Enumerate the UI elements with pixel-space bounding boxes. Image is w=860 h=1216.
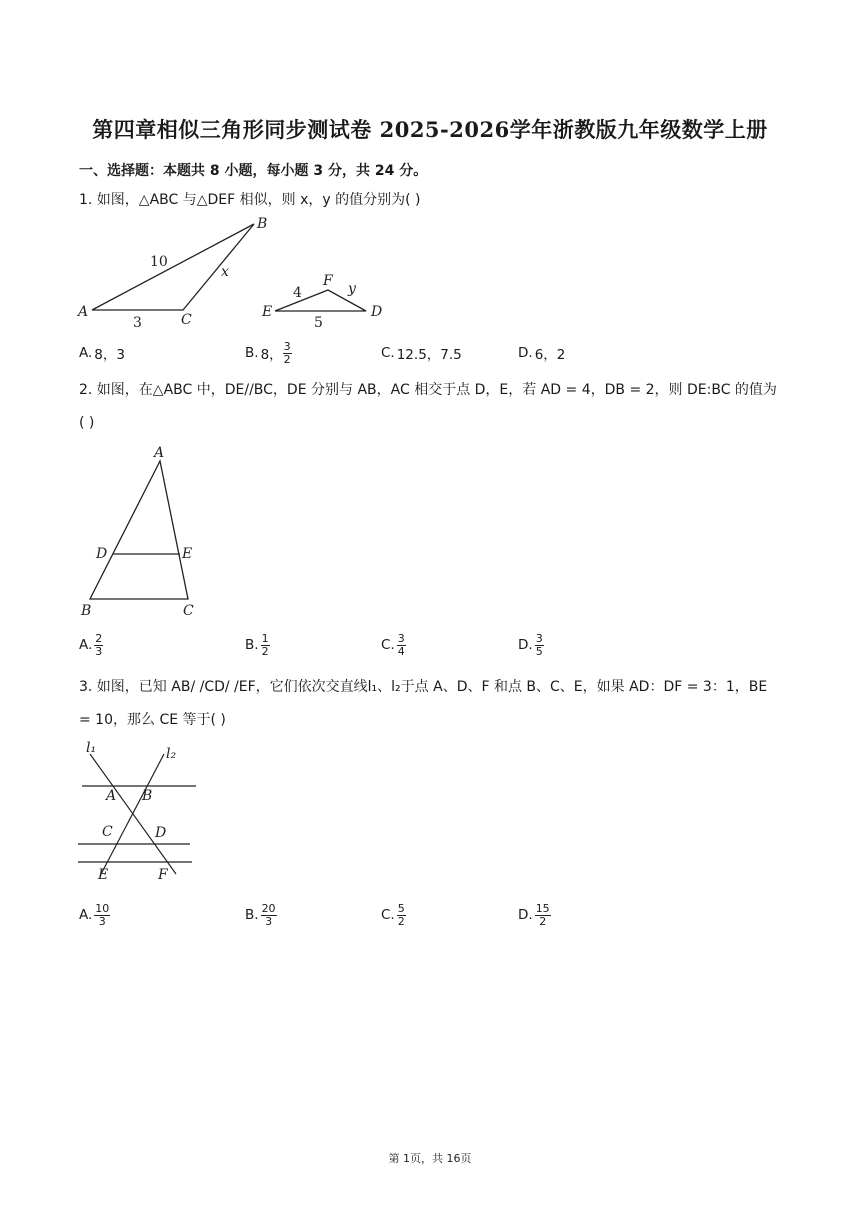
question-3-figure — [76, 740, 202, 882]
section-heading: 一、选择题：本题共 8 小题，每小题 3 分，共 24 分。 — [79, 163, 428, 179]
q1-option-d[interactable]: D. 6，2 — [518, 345, 566, 363]
fig2-label-A: A — [154, 445, 165, 461]
q3-option-c[interactable]: C. $\frac{5}{2}$ — [381, 901, 405, 928]
fraction: $\frac{3}{2}$ — [283, 339, 291, 366]
question-1-figure — [76, 212, 396, 330]
fig1-label-E: E — [262, 304, 273, 320]
fig2-label-C: C — [183, 603, 194, 619]
q2-option-a[interactable]: A. $\frac{2}{3}$ — [79, 631, 103, 658]
fig2-label-D: D — [96, 546, 108, 562]
fraction: $\frac{15}{2}$ — [535, 901, 550, 928]
page-footer: 第 1页，共 16页 — [388, 1152, 472, 1165]
fraction: $\frac{3}{5}$ — [535, 631, 543, 658]
fig2-label-B: B — [81, 603, 92, 619]
q1-option-b[interactable]: B. 8， $\frac{3}{2}$ — [245, 339, 291, 366]
question-3-options — [79, 898, 639, 932]
fig3-label-F: F — [158, 867, 168, 882]
question-2-figure — [76, 444, 206, 620]
q3-option-a[interactable]: A. $\frac{10}{3}$ — [79, 901, 110, 928]
fraction: $\frac{1}{2}$ — [261, 631, 269, 658]
fraction: $\frac{20}{3}$ — [261, 901, 276, 928]
fig1-label-y: y — [348, 281, 356, 297]
fig1-label-ed: 5 — [314, 315, 323, 330]
fig3-label-C: C — [102, 824, 113, 840]
fraction: $\frac{5}{2}$ — [397, 901, 405, 928]
fraction: $\frac{10}{3}$ — [95, 901, 110, 928]
fig1-label-F: F — [323, 273, 333, 289]
fig1-label-ef: 4 — [293, 285, 302, 301]
q3-option-d[interactable]: D. $\frac{15}{2}$ — [518, 901, 550, 928]
fig1-label-A: A — [78, 304, 89, 320]
question-3-text: 3. 如图，已知 AB/ /CD/ /EF，它们依次交直线l₁、l₂于点 A、D、F 和点 B、C、E，如果 AD：DF = 3：1，BE = 10，那么 CE 等于( ) — [79, 679, 768, 728]
question-1-options — [79, 336, 639, 370]
question-2-text: 2. 如图，在△ABC 中，DE//BC，DE 分别与 AB，AC 相交于点 D，E，若 AD = 4，DB = 2，则 DE:BC 的值为( ) — [79, 382, 777, 431]
fig1-label-ac: 3 — [133, 315, 142, 330]
fig1-label-x: x — [221, 264, 229, 280]
q2-option-c[interactable]: C. $\frac{3}{4}$ — [381, 631, 405, 658]
fig3-label-D: D — [155, 825, 167, 841]
fraction: $\frac{2}{3}$ — [95, 631, 103, 658]
fig1-label-B: B — [257, 216, 268, 232]
fig1-label-D: D — [371, 304, 383, 320]
q1-option-c[interactable]: C. 12.5，7.5 — [381, 345, 462, 363]
fig1-label-C: C — [181, 312, 192, 328]
q1-option-a[interactable]: A. 8，3 — [79, 345, 125, 363]
fig3-label-A: A — [106, 788, 117, 804]
q2-option-d[interactable]: D. $\frac{3}{5}$ — [518, 631, 543, 658]
fig2-label-E: E — [182, 546, 193, 562]
fig3-label-E: E — [98, 867, 109, 882]
question-1-text: 1. 如图，△ABC 与△DEF 相似，则 x，y 的值分别为( ) — [79, 192, 421, 208]
fraction: $\frac{3}{4}$ — [397, 631, 405, 658]
fig3-label-l2: l₂ — [166, 746, 177, 762]
fig1-label-ab: 10 — [150, 254, 168, 270]
page-title: 第四章相似三角形同步测试卷 2025-2026学年浙教版九年级数学上册 — [92, 117, 768, 142]
q3-option-b[interactable]: B. $\frac{20}{3}$ — [245, 901, 276, 928]
q2-option-b[interactable]: B. $\frac{1}{2}$ — [245, 631, 269, 658]
fig3-label-l1: l₁ — [86, 740, 97, 756]
fig3-label-B: B — [142, 788, 153, 804]
question-2-options — [79, 628, 639, 662]
